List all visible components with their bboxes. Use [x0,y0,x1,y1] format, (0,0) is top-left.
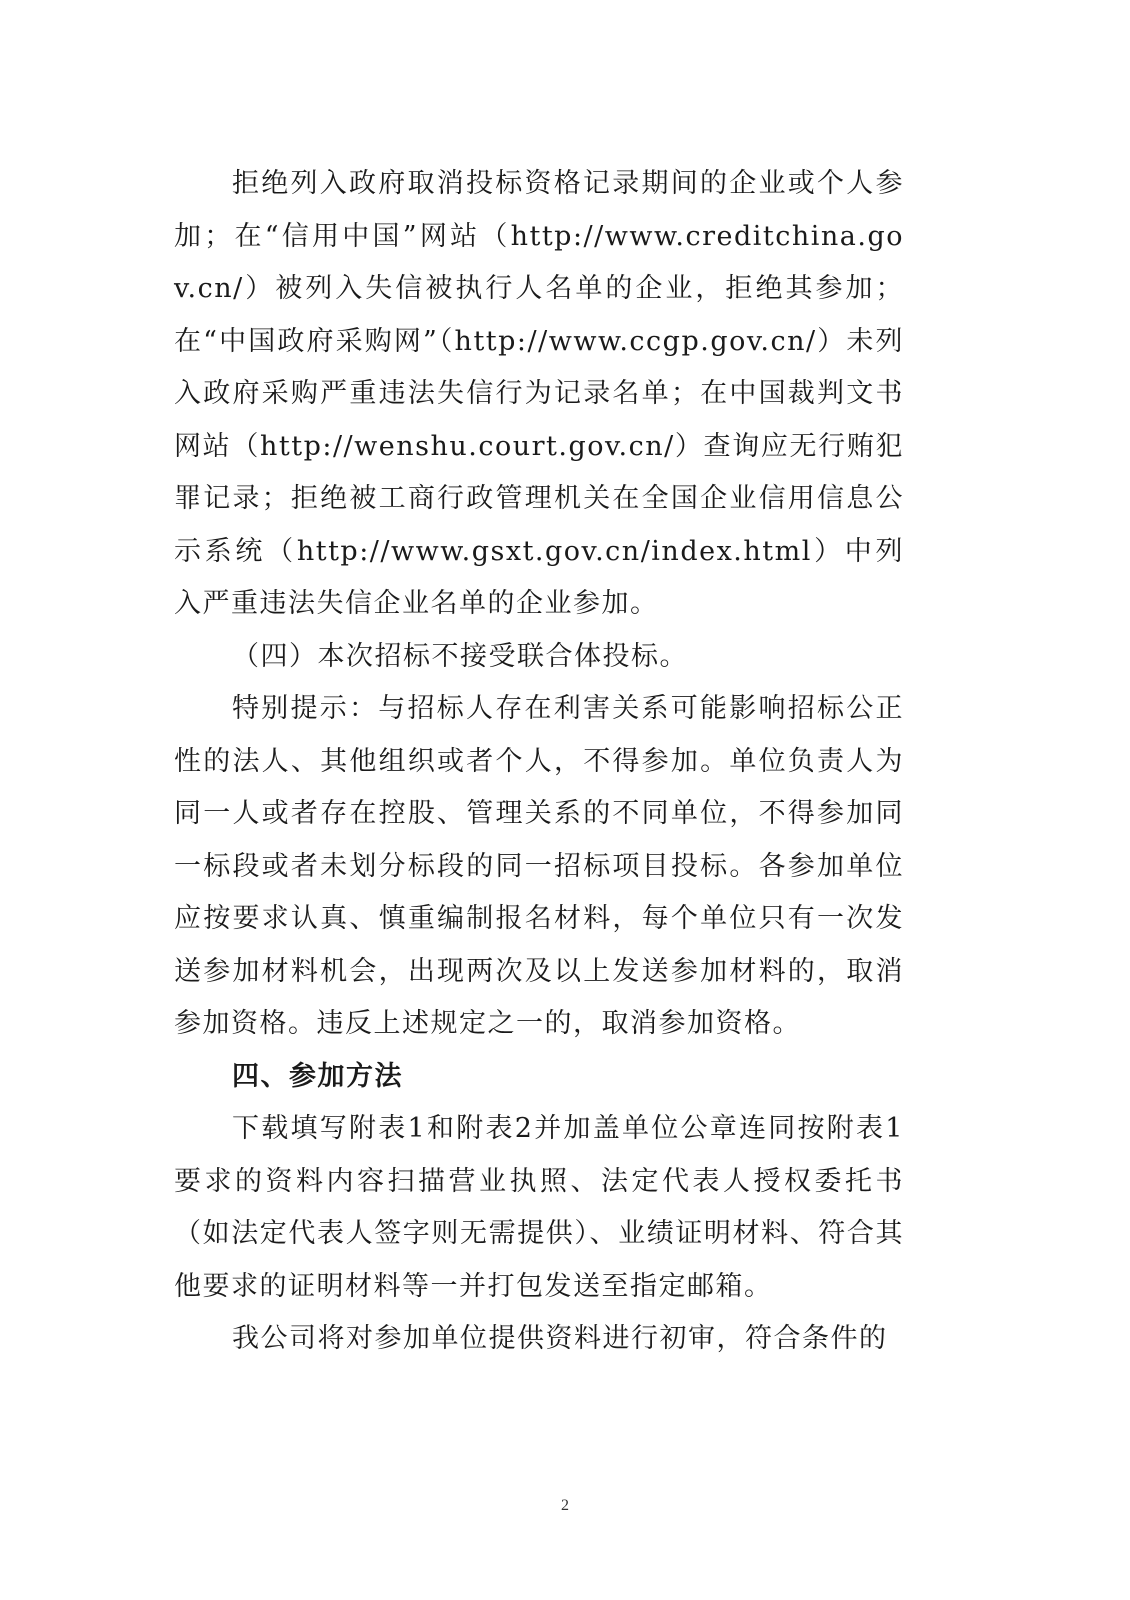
paragraph-no-consortium: （四）本次招标不接受联合体投标。 [232,640,688,672]
paragraph-special-notice: 特别提示：与招标人存在利害关系可能影响招标公正性的法人、其他组织或者个人，不得参加。单位负责人为同一人或者存在控股、管理关系的不同单位，不得参加同一标段或者未划分标段的同一招标项目投标。各参加单位应按要求认真、慎重编制报名材料，每个单位只有一次发送参加材料机会，出现两次及以上发送参加材料的，取消参加资格。违反上述规定之一的，取消参加资格。 [174,693,904,1039]
paragraph-disqualification-rules: 拒绝列入政府取消投标资格记录期间的企业或个人参加；在“信用中国”网站（http://www.creditchina.gov.cn/）被列入失信被执行人名单的企业，拒绝其参加；在“中国政府采购网”（http://www.ccgp.gov.cn/）未列入政府采购严重违法失信行为记录名单；在中国裁判文书网站（http://wenshu.court.gov.cn/）查询应无行贿犯罪记录；拒绝被工商行政管理机关在全国企业信用信息公示系统（http://www.gsxt.gov.cn/index.html）中列入严重违法失信企业名单的企业参加。 [174,168,904,619]
section-heading-participation-method: 四、参加方法 [232,1060,403,1092]
paragraph-download-instructions: 下载填写附表1和附表2并加盖单位公章连同按附表1要求的资料内容扫描营业执照、法定代表人授权委托书（如法定代表人签字则无需提供）、业绩证明材料、符合其他要求的证明材料等一并打包发送至指定邮箱。 [174,1113,904,1302]
document-body [174,158,904,1366]
page-number: 2 [561,1497,569,1514]
paragraph-preliminary-review: 我公司将对参加单位提供资料进行初审，符合条件的 [232,1323,888,1354]
